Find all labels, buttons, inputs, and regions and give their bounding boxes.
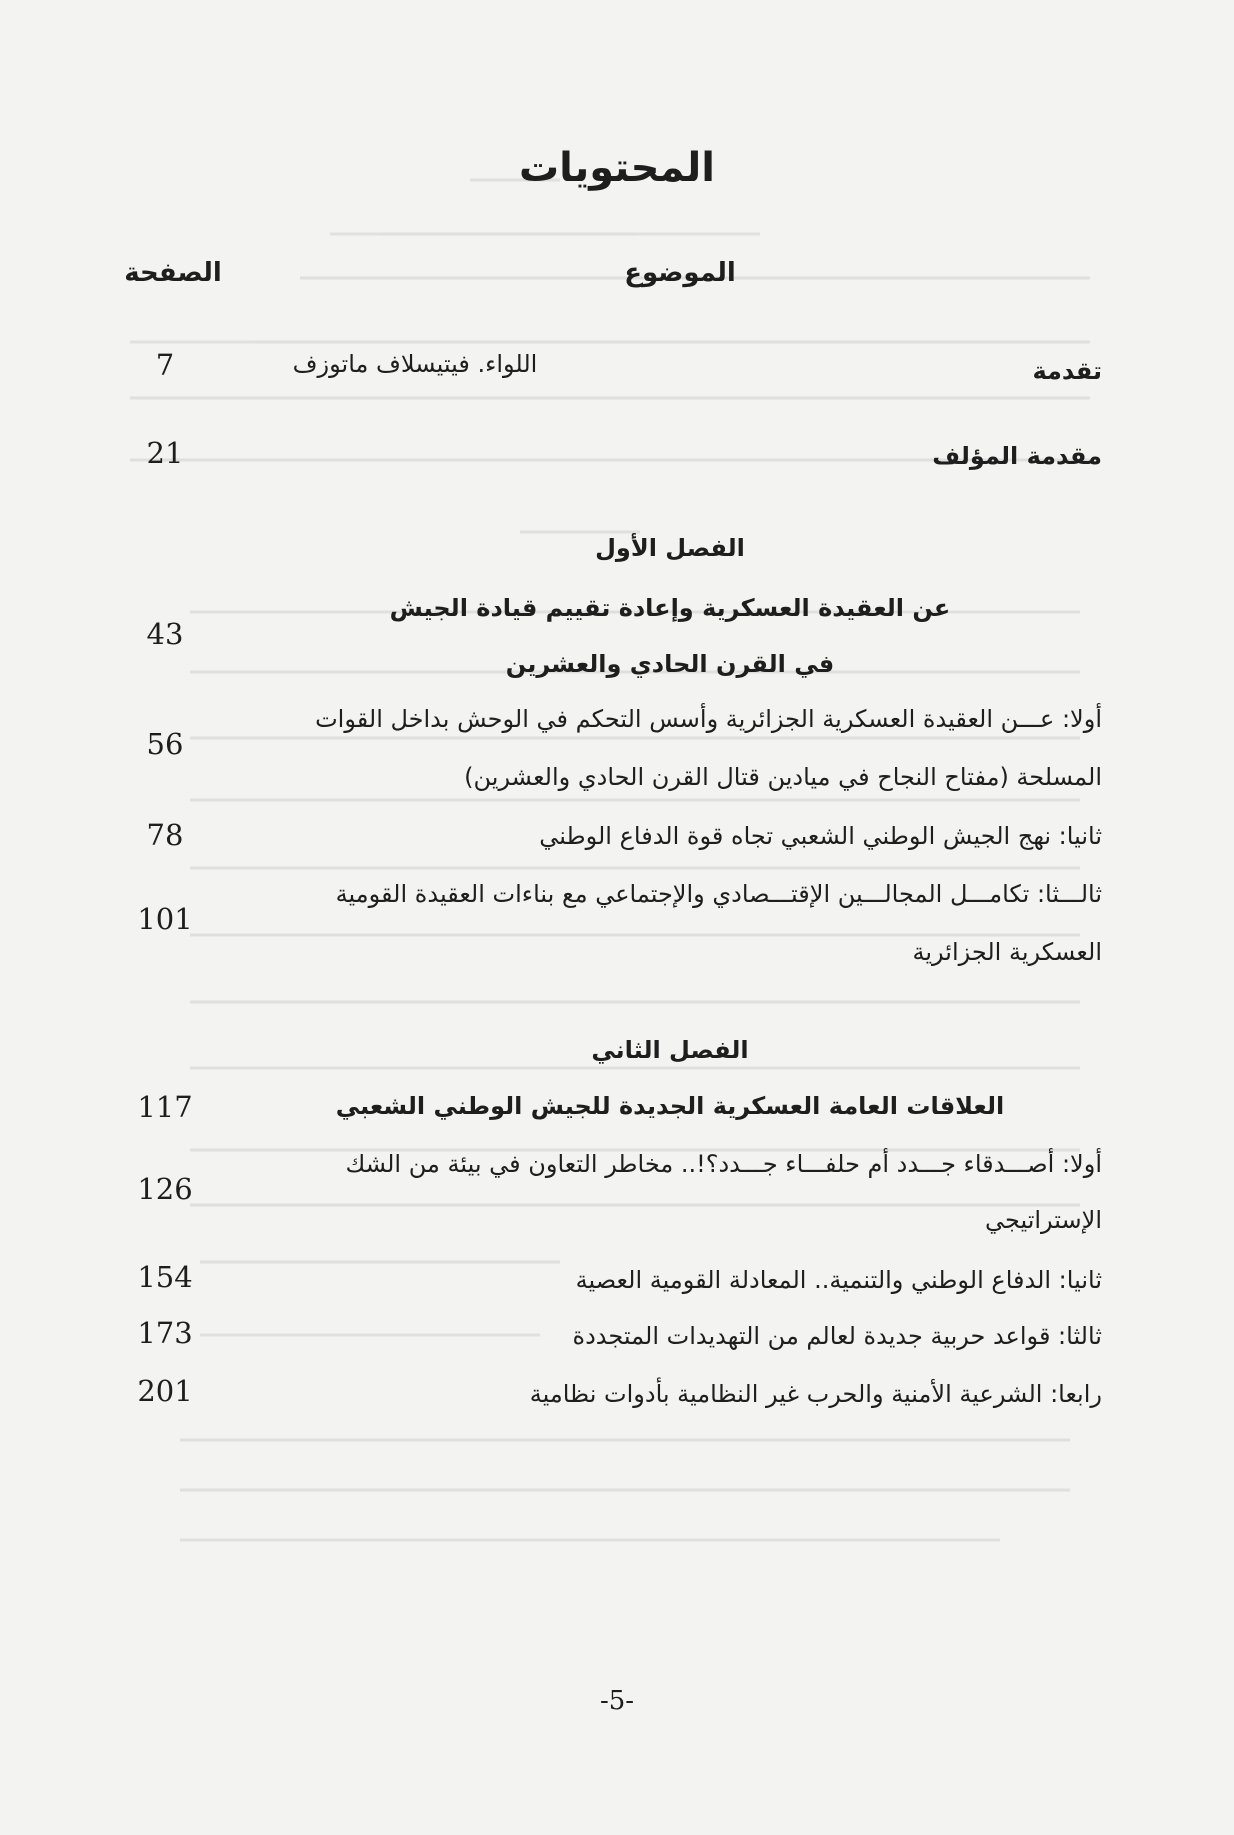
toc-entry-line: الإستراتيجي [984,1206,1102,1234]
toc-page-number: 173 [137,1316,193,1350]
toc-entry-line: المسلحة (مفتاح النجاح في ميادين قتال القرن الحادي والعشرين) [464,763,1102,791]
chapter-1-title-line2: في القرن الحادي والعشرين [505,650,835,678]
page-column-header: الصفحة [124,258,222,288]
toc-entry-line: ثالثا: قواعد حربية جديدة لعالم من التهديدات المتجددة [572,1322,1102,1350]
page-number-footer: -5- [599,1686,635,1716]
toc-page-number: 43 [146,617,184,651]
toc-entry-line: العسكرية الجزائرية [912,938,1102,966]
toc-page-number: 117 [137,1090,193,1124]
toc-entry-line: رابعا: الشرعية الأمنية والحرب غير النظامية بأدوات نظامية [529,1380,1102,1408]
toc-page-number: 101 [137,902,193,936]
toc-entry-line: أولا: أصـــدقاء جـــدد أم حلفـــاء جـــدد؟!.. مخاطر التعاون في بيئة من الشك [345,1150,1102,1178]
topic-column-header: الموضوع [624,258,736,288]
toc-page-number: 78 [146,818,184,852]
toc-page-number: 56 [146,727,184,761]
page-title: المحتويات [518,145,715,191]
toc-page-number: 201 [137,1374,193,1408]
toc-page-number: 126 [137,1172,193,1206]
toc-entry-label: مقدمة المؤلف [932,442,1102,470]
toc-entry-line: ثانيا: الدفاع الوطني والتنمية.. المعادلة القومية العصية [575,1266,1102,1294]
chapter-1-title-line1: عن العقيدة العسكرية وإعادة تقييم قيادة الجيش [389,594,951,622]
toc-page-number: 7 [155,348,175,382]
toc-entry-line: أولا: عـــن العقيدة العسكرية الجزائرية وأسس التحكم في الوحش بداخل القوات [315,705,1102,733]
toc-page-number: 21 [146,436,184,470]
toc-entry-label: تقدمة [1032,357,1102,385]
toc-entry-author: اللواء. فيتيسلاف ماتوزف [292,350,538,378]
toc-page-number: 154 [137,1260,193,1294]
toc-entry-line: ثالـــثا: تكامـــل المجالـــين الإقتـــصادي والإجتماعي مع بناءات العقيدة القومية [335,880,1102,908]
chapter-1-heading: الفصل الأول [595,534,745,562]
chapter-2-heading: الفصل الثاني [591,1036,749,1064]
chapter-2-title: العلاقات العامة العسكرية الجديدة للجيش الوطني الشعبي [335,1092,1005,1120]
toc-entry-line: ثانيا: نهج الجيش الوطني الشعبي تجاه قوة الدفاع الوطني [539,822,1102,850]
